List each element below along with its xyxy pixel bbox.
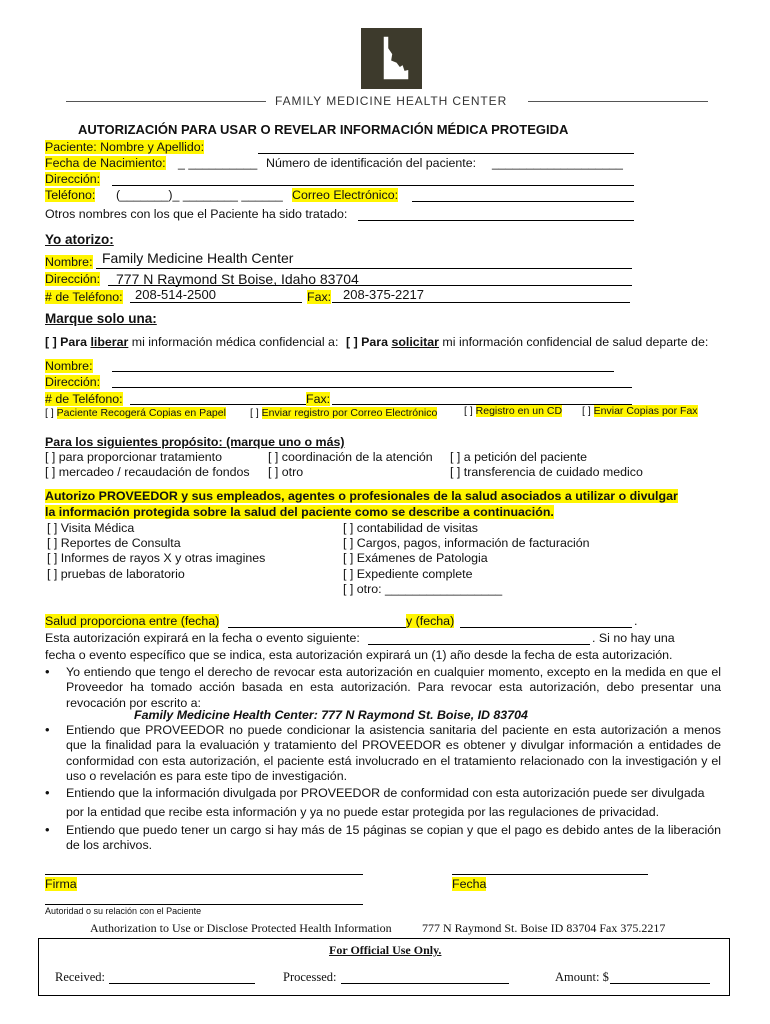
- bullet-1-text: Yo entiendo que tengo el derecho de revocar esta autorización en cualquier momento, excepto en la medida en que el Proveedor ha tomado acción basada en esta autorización. Para revocar esta autorización, debo presentar una revocación por escrito a:: [66, 665, 721, 710]
- signature-label: Firma: [45, 877, 77, 891]
- bullet-4-dot: •: [45, 822, 50, 837]
- expire-line2: fecha o evento específico que se indica, esta autorización expirará un (1) año desde la fecha de esta autorización.: [45, 648, 673, 662]
- bullet-3-line1: Entiendo que la información divulgada por PROVEEDOR de conformidad con esta autorización puede ser divulgada: [66, 786, 705, 800]
- record-lab[interactable]: [ ] pruebas de laboratorio: [47, 567, 185, 581]
- relation-field[interactable]: [45, 904, 363, 905]
- purpose-patient-request[interactable]: [ ] a petición del paciente: [450, 450, 588, 464]
- purposes-heading: Para los siguientes propósito: (marque uno o más): [45, 435, 345, 449]
- delivery-pickup[interactable]: [ ] Paciente Recogerá Copias en Papel: [45, 407, 226, 419]
- auth-fax-label: Fax:: [307, 290, 332, 304]
- auth-phone-value[interactable]: 208-514-2500: [135, 287, 216, 302]
- bullet-1-dot: •: [45, 664, 50, 679]
- delivery-fax-label: Enviar Copias por Fax: [593, 405, 698, 417]
- auth-name-line: [96, 268, 632, 269]
- recipient-name-field[interactable]: [112, 371, 614, 372]
- date-field[interactable]: [452, 874, 648, 875]
- auth-fax-line: [332, 302, 630, 303]
- request-suffix: mi información confidencial de salud departe de:: [438, 335, 709, 349]
- footer-address: 777 N Raymond St. Boise ID 83704 Fax 375.2217: [422, 921, 666, 935]
- auth-address-line: [108, 285, 632, 286]
- revocation-address: Family Medicine Health Center: 777 N Raymond St. Boise, ID 83704: [134, 708, 528, 722]
- purpose-transfer[interactable]: [ ] transferencia de cuidado medico: [450, 465, 643, 479]
- bullet-2-text: Entiendo que PROVEEDOR no puede condicionar la asistencia sanitaria del paciente en esta autorización a menos que la finalidad para la evaluación y tratamiento del PROVEEDOR es obtener y divulgar información a entidades de conformidad con esta autorización, el paciente está involucrado en el tratamiento relacionado con la investigación y el uso o revelación es para este tipo de investigación.: [66, 723, 721, 784]
- range-label: Salud proporciona entre (fecha): [45, 614, 220, 628]
- record-visit[interactable]: [ ] Visita Médica: [47, 521, 135, 535]
- purpose-treatment[interactable]: [ ] para proporcionar tratamiento: [45, 450, 223, 464]
- purpose-coordination[interactable]: [ ] coordinación de la atención: [268, 450, 433, 464]
- processed-label: Processed:: [283, 970, 337, 984]
- record-accounting[interactable]: [ ] contabilidad de visitas: [343, 521, 478, 535]
- bullet-3-dot: •: [45, 785, 50, 800]
- delivery-cd[interactable]: [ ] Registro en un CD: [464, 405, 563, 417]
- record-billing[interactable]: [ ] Cargos, pagos, información de facturación: [343, 536, 590, 550]
- purpose-other[interactable]: [ ] otro: [268, 465, 304, 479]
- recipient-address-field[interactable]: [112, 387, 632, 388]
- form-title: AUTORIZACIÓN PARA USAR O REVELAR INFORMACIÓN MÉDICA PROTEGIDA: [78, 122, 569, 137]
- signature-field[interactable]: [45, 874, 363, 875]
- bullet-2-dot: •: [45, 722, 50, 737]
- authorize-heading: Yo atorizo:: [45, 232, 114, 247]
- address-field[interactable]: [112, 185, 634, 186]
- expire-label: Esta autorización expirará en la fecha o evento siguiente:: [45, 631, 360, 645]
- auth-address-label: Dirección:: [45, 272, 101, 286]
- amount-field[interactable]: [610, 983, 710, 984]
- recipient-name-label: Nombre:: [45, 359, 93, 373]
- delivery-mail-label: Enviar registro por Correo Electrónico: [261, 407, 438, 419]
- release-prefix: [ ] Para: [45, 335, 91, 349]
- recipient-address-label: Dirección:: [45, 375, 101, 389]
- record-pathology[interactable]: [ ] Exámenes de Patologia: [343, 551, 488, 565]
- email-label: Correo Electrónico:: [292, 188, 399, 202]
- date-label: Fecha: [452, 877, 487, 891]
- bullet-3-line2: por la entidad que recibe esta información y ya no puede estar protegida por las regulaciones de privacidad.: [66, 805, 660, 819]
- auth-phone-label: # de Teléfono:: [45, 290, 123, 304]
- expire-field[interactable]: [368, 644, 590, 645]
- logo: [361, 28, 422, 89]
- auth-name-value[interactable]: Family Medicine Health Center: [102, 250, 294, 266]
- record-consult[interactable]: [ ] Reportes de Consulta: [47, 536, 181, 550]
- official-use-box: [38, 938, 730, 996]
- release-option[interactable]: [45, 335, 338, 349]
- official-use-title: For Official Use Only.: [329, 943, 442, 957]
- delivery-mail[interactable]: [ ] Enviar registro por Correo Electrónico: [250, 407, 438, 419]
- amount-label: Amount: $: [555, 970, 609, 984]
- patient-id-label: Número de identificación del paciente:: [266, 156, 477, 170]
- release-suffix: mi información médica confidencial a:: [128, 335, 339, 349]
- recipient-phone-label: # de Teléfono:: [45, 392, 123, 406]
- request-option[interactable]: [346, 335, 708, 349]
- footer-form-name: Authorization to Use or Disclose Protected Health Information: [90, 921, 392, 935]
- address-label: Dirección:: [45, 172, 101, 186]
- patient-name-label: Paciente: Nombre y Apellido:: [45, 140, 205, 154]
- received-field[interactable]: [109, 983, 255, 984]
- delivery-fax[interactable]: [ ] Enviar Copias por Fax: [582, 405, 698, 417]
- relation-label: Autoridad o su relación con el Paciente: [45, 906, 202, 916]
- recipient-phone-field[interactable]: [130, 404, 306, 405]
- other-names-field[interactable]: [358, 220, 634, 221]
- record-other[interactable]: [ ] otro: _________________: [343, 582, 503, 596]
- purpose-marketing[interactable]: [ ] mercadeo / recaudación de fondos: [45, 465, 250, 479]
- other-names-label: Otros nombres con los que el Paciente ha sido tratado:: [45, 207, 348, 221]
- dob-label: Fecha de Nacimiento:: [45, 156, 166, 170]
- idaho-state-outline-icon: [361, 28, 422, 89]
- auth-name-label: Nombre:: [45, 255, 93, 269]
- org-name: FAMILY MEDICINE HEALTH CENTER: [275, 94, 508, 108]
- range-end-field[interactable]: [460, 627, 632, 628]
- expire-suffix: . Si no hay una: [592, 631, 675, 645]
- auth-fax-value[interactable]: 208-375-2217: [343, 287, 424, 302]
- bullet-4-text: Entiendo que puedo tener un cargo si hay más de 15 páginas se copian y que el pago es debido antes de la liberación de los archivos.: [66, 823, 721, 853]
- dob-field[interactable]: _ __________: [178, 156, 258, 170]
- header-rule-left: [66, 101, 266, 102]
- auth-address-value[interactable]: 777 N Raymond St Boise, Idaho 83704: [116, 271, 359, 287]
- phone-field[interactable]: (_______)_ ________ ______: [116, 188, 283, 202]
- patient-id-field[interactable]: ___________________: [492, 156, 623, 170]
- patient-name-field[interactable]: [258, 153, 634, 154]
- header-rule-right: [528, 101, 708, 102]
- recipient-fax-label: Fax:: [306, 392, 331, 406]
- request-word: solicitar: [391, 335, 439, 349]
- range-period: .: [634, 614, 638, 628]
- phone-label: Teléfono:: [45, 188, 96, 202]
- delivery-pickup-label: Paciente Recogerá Copias en Papel: [56, 407, 226, 419]
- record-complete[interactable]: [ ] Expediente complete: [343, 567, 473, 581]
- release-word: liberar: [90, 335, 129, 349]
- auth-phone-line: [130, 302, 302, 303]
- received-label: Received:: [55, 970, 105, 984]
- request-prefix: [ ] Para: [346, 335, 392, 349]
- processed-field[interactable]: [341, 983, 509, 984]
- provider-auth-line1: Autorizo PROVEEDOR y sus empleados, agentes o profesionales de la salud asociados a utilizar o divulgar: [45, 489, 678, 503]
- range-start-field[interactable]: [228, 627, 406, 628]
- range-to-label: y (fecha): [406, 614, 455, 628]
- delivery-cd-label: Registro en un CD: [475, 405, 563, 417]
- record-xray[interactable]: [ ] Informes de rayos X y otras imagines: [47, 551, 266, 565]
- provider-auth-line2: la información protegida sobre la salud del paciente como se describe a continuación.: [45, 505, 554, 519]
- email-field[interactable]: [412, 201, 634, 202]
- mark-one-heading: Marque solo una:: [45, 311, 157, 326]
